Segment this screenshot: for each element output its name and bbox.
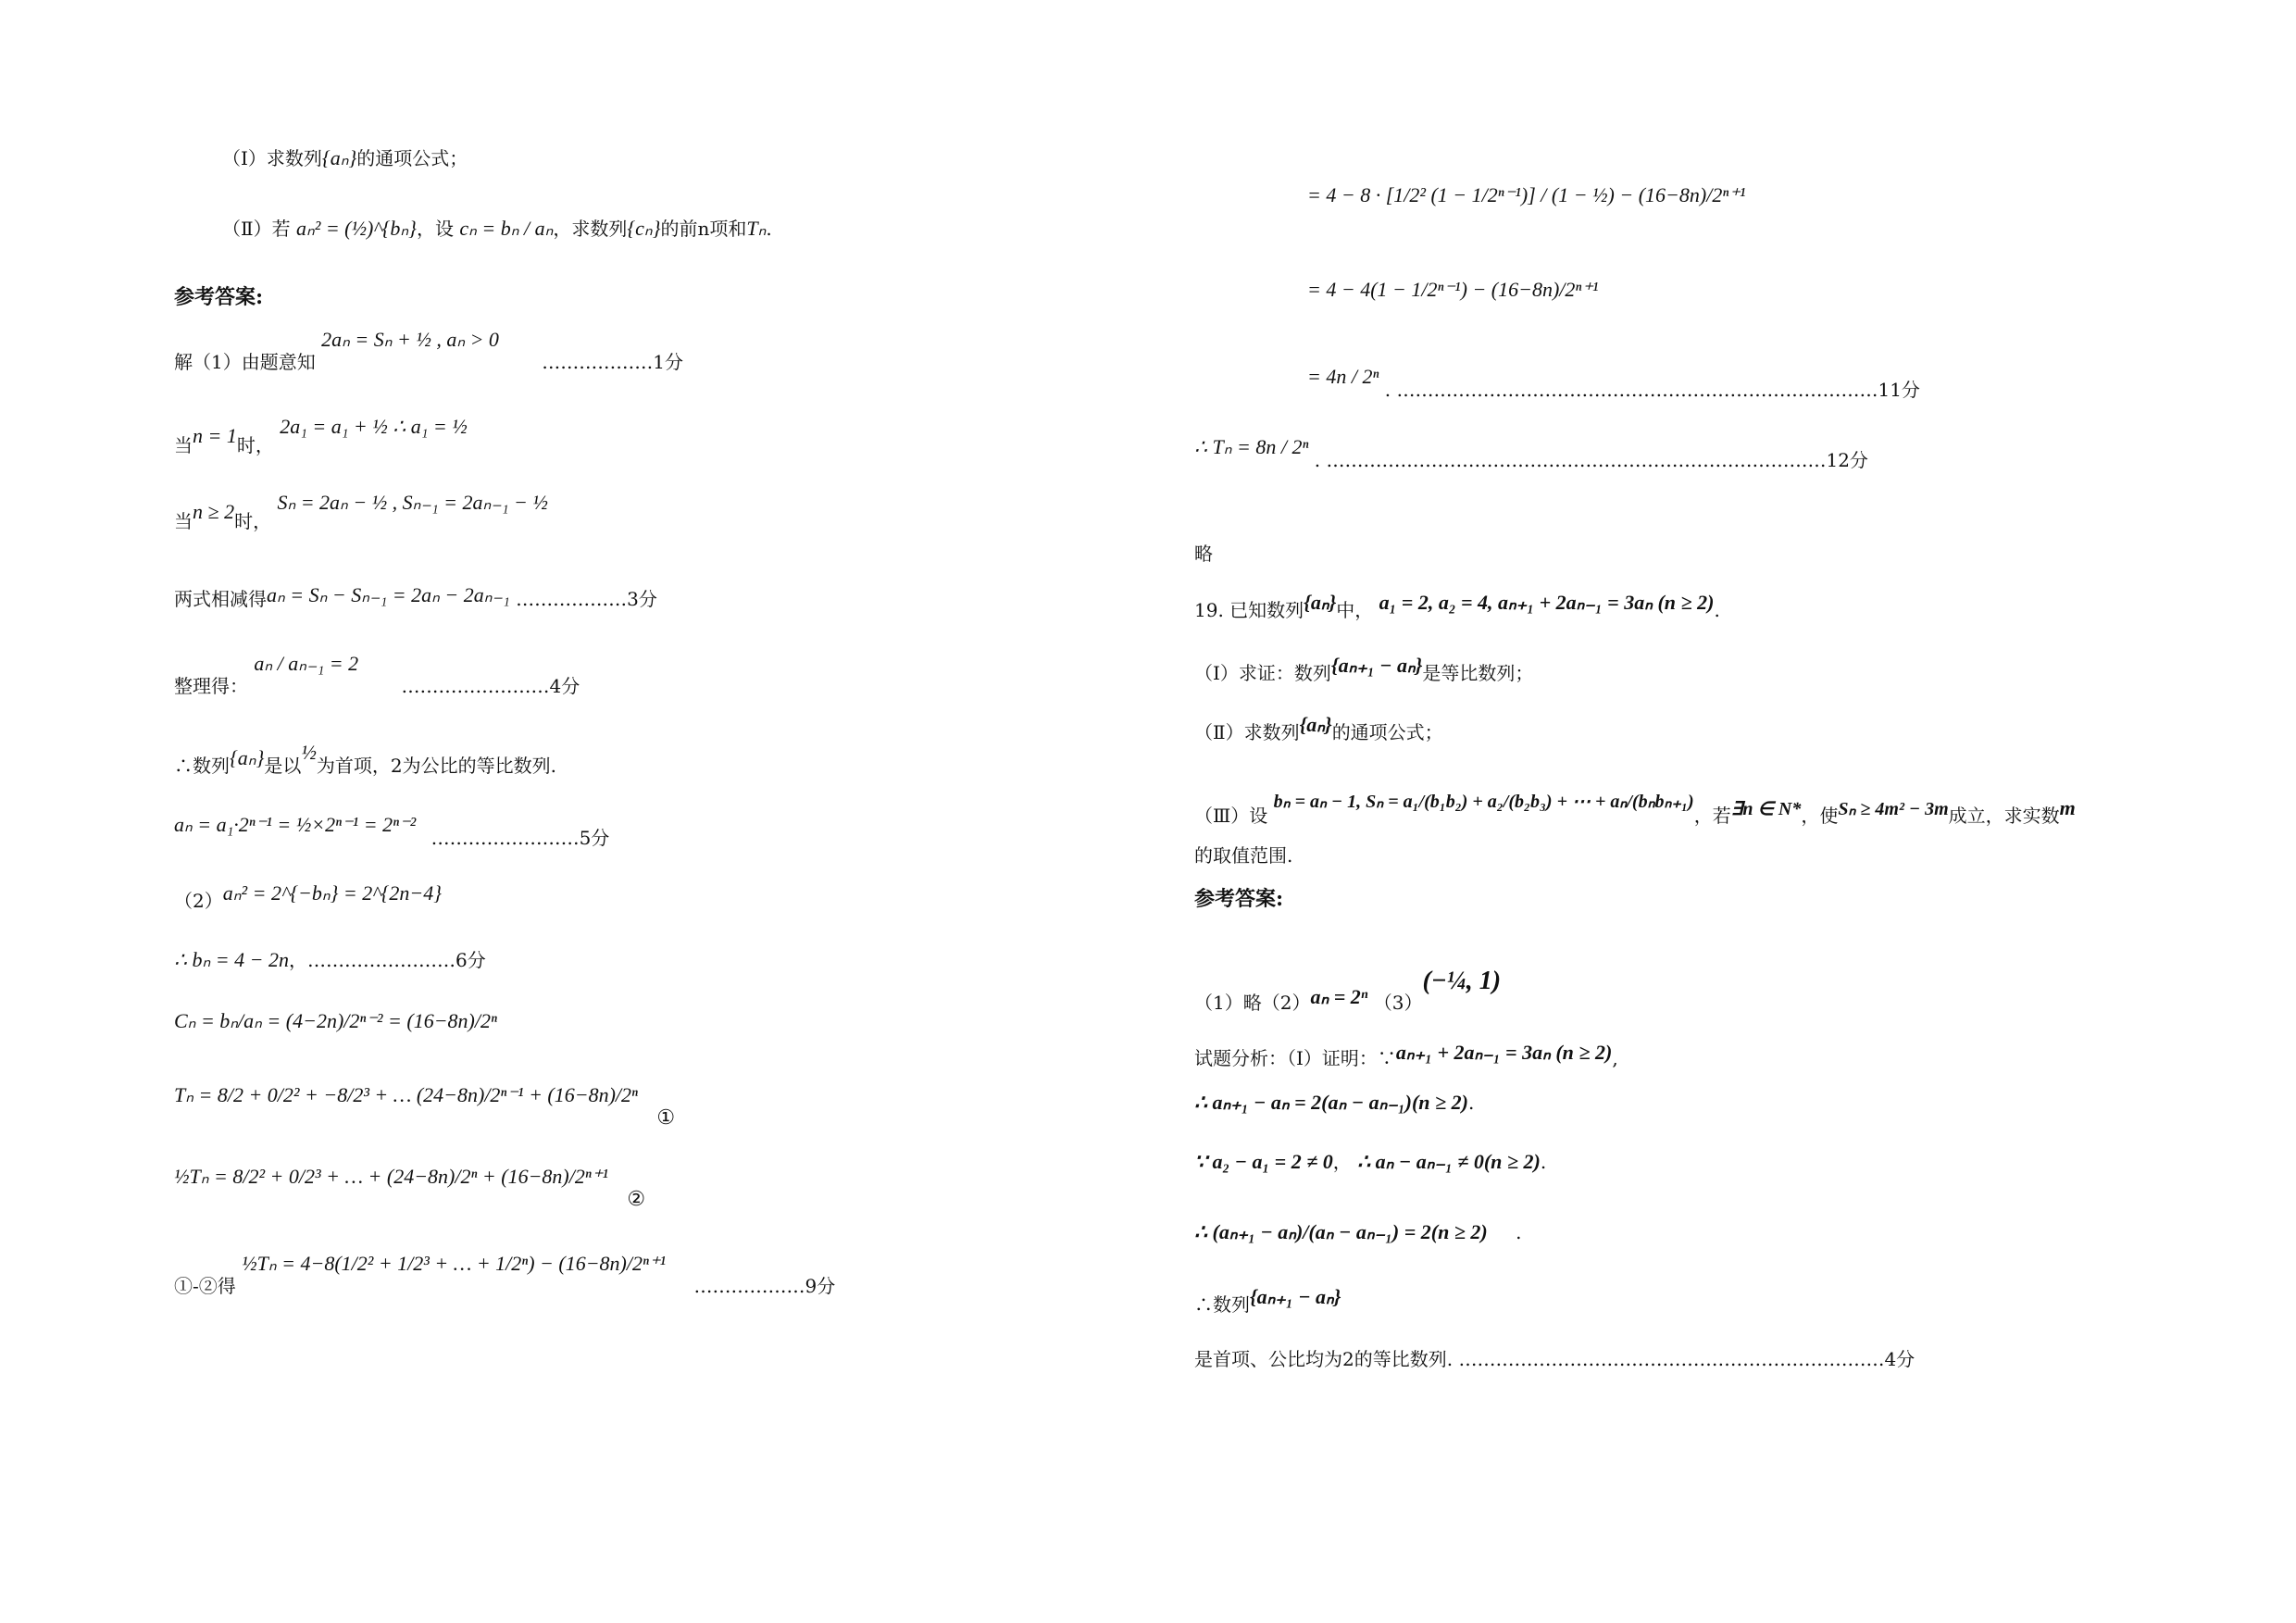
problem-19-part-3: （Ⅲ）设 bₙ = aₙ − 1, Sₙ = a₁/(b₁b₂) + a₂/(b₂b₃) + ⋯ + aₙ/(bₙbₙ₊₁)，若∃n ∈ N*，使Sₙ ≥ 4m² − 3m成立，求实数m — [1194, 792, 2076, 827]
solution-step-8: （2）aₙ² = 2^{−bₙ} = 2^{2n−4} — [174, 881, 442, 912]
question-part-2: （Ⅱ）若 aₙ² = (½)^{bₙ}，设 cₙ = bₙ / aₙ，求数列{cₙ}的前n项和Tₙ. — [222, 217, 772, 240]
answer-heading-19: 参考答案: — [1194, 887, 1284, 911]
question-part-1: （Ⅰ）求数列{aₙ}的通项公式； — [222, 146, 468, 169]
solution-step-r1: = 4 − 8 · [1/2² (1 − 1/2ⁿ⁻¹)] / (1 − ½) − (16−8n)/2ⁿ⁺¹ — [1307, 183, 1746, 206]
solution-step-4: 两式相减得aₙ = Sₙ − Sₙ₋₁ = 2aₙ − 2aₙ₋₁ ………………3分 — [174, 583, 657, 610]
problem-19-part-2: （Ⅱ）求数列{aₙ}的通项公式； — [1194, 713, 1443, 743]
problem-19-part-3-tail: 的取值范围. — [1194, 844, 1293, 867]
solution-step-7: aₙ = a₁·2ⁿ⁻¹ = ½×2ⁿ⁻¹ = 2ⁿ⁻² ……………………5分 — [174, 813, 610, 849]
problem-19: 19. 已知数列{aₙ}中， a₁ = 2, a₂ = 4, aₙ₊₁ + 2aₙ₋₁ = 3aₙ (n ≥ 2). — [1194, 591, 1720, 621]
solution-step-2: 当n = 1时， 2a₁ = a₁ + ½ ∴ a₁ = ½ — [174, 415, 468, 456]
solution-step-11: Tₙ = 8/2 + 0/2² + −8/2³ + … (24−8n)/2ⁿ⁻¹ + (16−8n)/2ⁿ ① — [174, 1083, 676, 1130]
answer-19-summary: （1）略（2）aₙ = 2ⁿ （3）(−¼, 1) — [1194, 967, 1502, 1014]
solution-step-1: 解（1）由题意知 2aₙ = Sₙ + ½ , aₙ > 0 ………………1分 — [174, 328, 684, 373]
solution-step-6: ∴数列{aₙ}是以½为首项，2为公比的等比数列. — [174, 741, 556, 777]
solution-step-10: Cₙ = bₙ/aₙ = (4−2n)/2ⁿ⁻² = (16−8n)/2ⁿ — [174, 1009, 497, 1032]
omitted-note: 略 — [1194, 543, 1213, 565]
solution-step-13: ①-②得 ½Tₙ = 4−8(1/2² + 1/2³ + … + 1/2ⁿ) − (16−8n)/2ⁿ⁺¹ ………………9分 — [174, 1252, 836, 1297]
answer-19-analysis: 试题分析：（Ⅰ）证明：∵aₙ₊₁ + 2aₙ₋₁ = 3aₙ (n ≥ 2), — [1194, 1041, 1618, 1069]
answer-heading: 参考答案: — [174, 285, 264, 309]
answer-19-step-2: ∴ aₙ₊₁ − aₙ = 2(aₙ − aₙ₋₁)(n ≥ 2). — [1194, 1091, 1475, 1114]
answer-19-conclusion: 是首项、公比均为2的等比数列. ……………………………………………………………4分 — [1194, 1348, 1915, 1370]
answer-19-step-4: ∴ (aₙ₊₁ − aₙ)/(aₙ − aₙ₋₁) = 2(n ≥ 2) . — [1194, 1220, 1522, 1243]
solution-step-r3: = 4n / 2ⁿ . ……………………………………………………………………11分 — [1307, 365, 1920, 401]
answer-19-step-5: ∴数列{aₙ₊₁ − aₙ} — [1194, 1285, 1341, 1316]
solution-step-3: 当n ≥ 2时， Sₙ = 2aₙ − ½ , Sₙ₋₁ = 2aₙ₋₁ − ½ — [174, 491, 548, 532]
solution-step-5: 整理得： aₙ / aₙ₋₁ = 2 ……………………4分 — [174, 652, 580, 697]
problem-19-part-1: （Ⅰ）求证：数列{aₙ₊₁ − aₙ}是等比数列； — [1194, 654, 1534, 684]
solution-step-r2: = 4 − 4(1 − 1/2ⁿ⁻¹) − (16−8n)/2ⁿ⁺¹ — [1307, 278, 1599, 301]
solution-step-9: ∴ bₙ = 4 − 2n，……………………6分 — [174, 948, 486, 971]
solution-step-12: ½Tₙ = 8/2² + 0/2³ + … + (24−8n)/2ⁿ + (16−8n)/2ⁿ⁺¹ ② — [174, 1165, 646, 1211]
answer-19-step-3: ∵ a₂ − a₁ = 2 ≠ 0， ∴ aₙ − aₙ₋₁ ≠ 0(n ≥ 2). — [1194, 1150, 1547, 1173]
solution-step-r4: ∴ Tₙ = 8n / 2ⁿ . ………………………………………………………………………12分 — [1194, 435, 1868, 471]
